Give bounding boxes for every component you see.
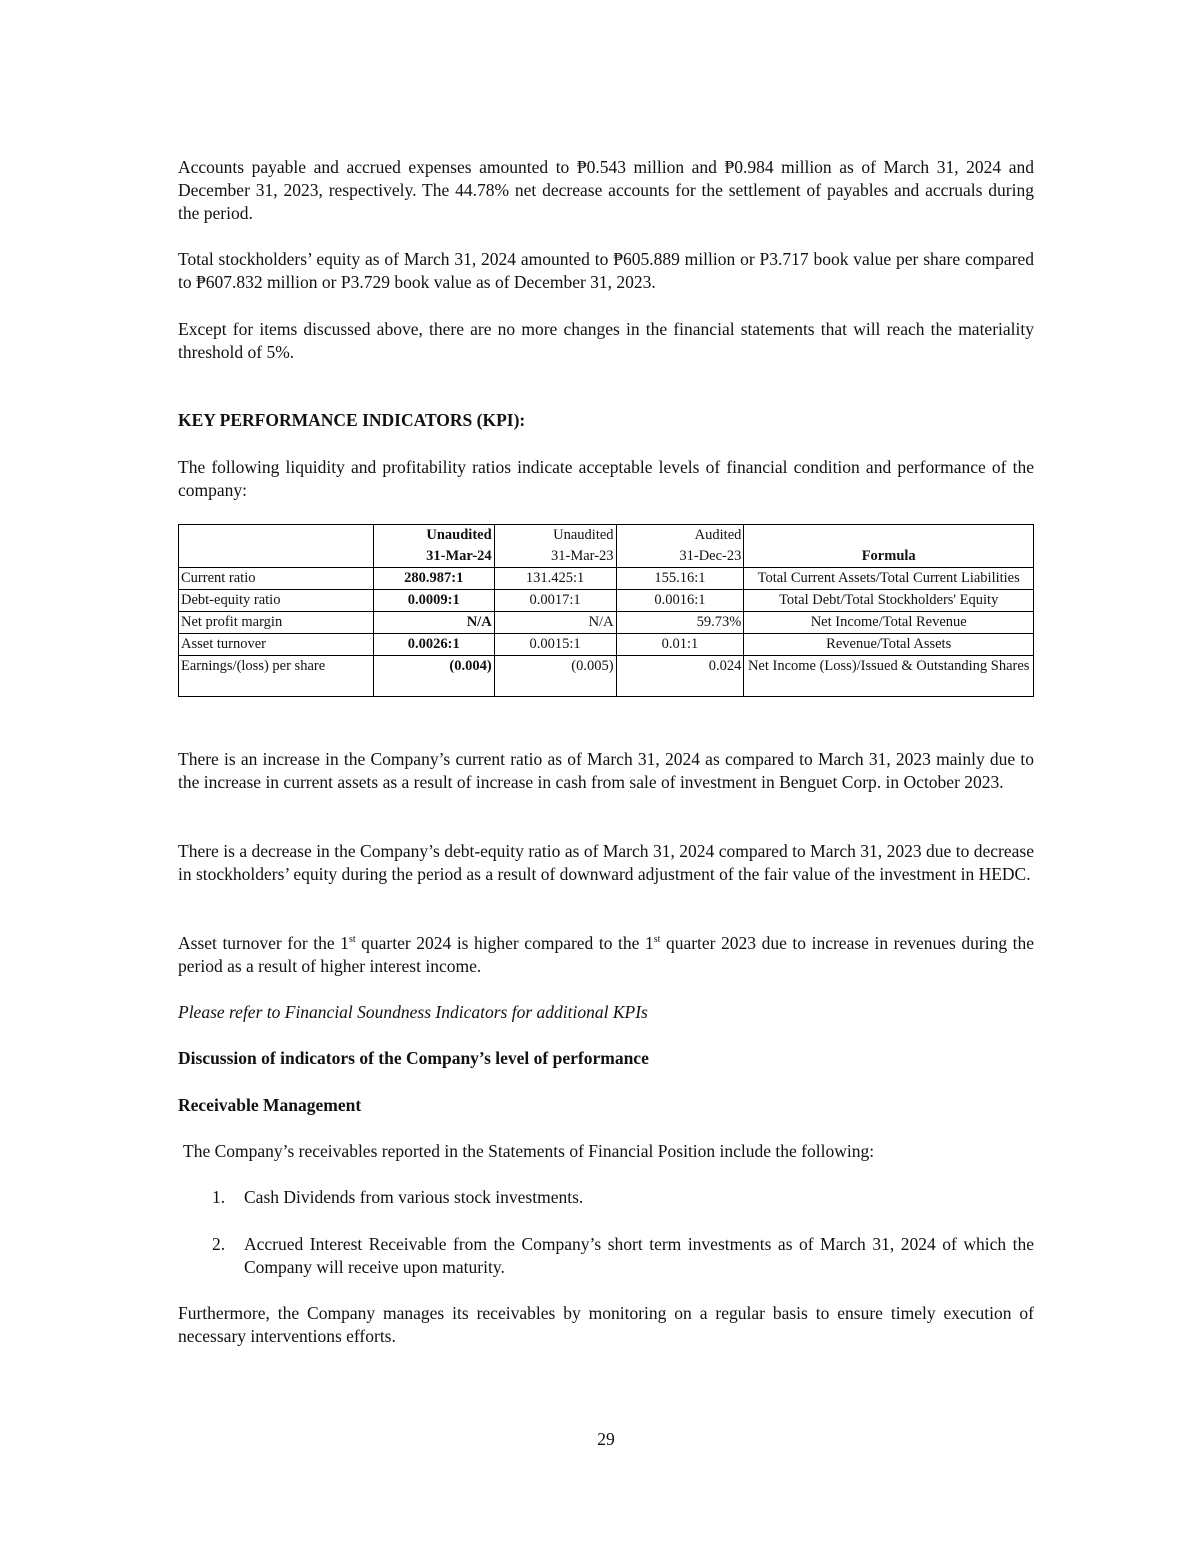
row-value-unaudited-2024: 0.0009:1 [373,590,494,612]
row-formula: Net Income/Total Revenue [744,612,1034,634]
paragraph-debt-equity: There is a decrease in the Company’s debt-equity ratio as of March 31, 2024 compared to March 31, 2023 due to decrease in stockholders’ equity during the period as a result of downward adjustment of the fair value of the investment in HEDC. [178,841,1034,884]
paragraph-materiality: Except for items discussed above, there are no more changes in the financial statements that will reach the materiality threshold of 5%. [178,319,1034,362]
kpi-header-col1: Unaudited 31-Mar-24 [373,525,494,568]
row-label: Net profit margin [179,612,374,634]
row-label: Current ratio [179,568,374,590]
kpi-heading: KEY PERFORMANCE INDICATORS (KPI): [178,410,526,430]
kpi-header-col2: Unaudited 31-Mar-23 [494,525,616,568]
paragraph-ratios-intro: The following liquidity and profitability ratios indicate acceptable levels of financial condition and performance of the company: [178,457,1034,500]
row-formula: Total Current Assets/Total Current Liabilities [744,568,1034,590]
paragraph-receivables-monitoring: Furthermore, the Company manages its receivables by monitoring on a regular basis to ensure timely execution of necessary interventions efforts. [178,1303,1034,1346]
row-formula: Net Income (Loss)/Issued & Outstanding Shares [744,656,1034,697]
page-number: 29 [597,1429,615,1449]
kpi-table-header-row [179,525,1034,568]
row-value-unaudited-2023: 0.0017:1 [494,590,616,612]
discussion-heading: Discussion of indicators of the Company’s level of performance [178,1048,649,1068]
paragraph-stockholders-equity: Total stockholders’ equity as of March 31, 2024 amounted to ₱605.889 million or P3.717 book value per share compared to ₱607.832 million or P3.729 book value as of December 31, 2023. [178,249,1034,292]
row-value-unaudited-2023: 0.0015:1 [494,634,616,656]
row-value-unaudited-2023: 131.425:1 [494,568,616,590]
row-value-audited-2023: 0.024 [616,656,744,697]
row-value-unaudited-2024: N/A [373,612,494,634]
kpi-header-blank [179,525,374,568]
kpi-header-formula: Formula [744,525,1034,568]
list-item: 2. Accrued Interest Receivable from the Company’s short term investments as of March 31, 2024 of which the Company will receive upon maturity. [212,1234,1034,1277]
row-value-audited-2023: 59.73% [616,612,744,634]
table-row [179,612,1034,634]
row-value-audited-2023: 0.01:1 [616,634,744,656]
row-formula: Revenue/Total Assets [744,634,1034,656]
receivable-heading: Receivable Management [178,1095,362,1115]
paragraph-receivables-intro: The Company’s receivables reported in the Statements of Financial Position include the following: [183,1141,875,1161]
paragraph-refer-fsi: Please refer to Financial Soundness Indicators for additional KPIs [178,1002,648,1022]
row-value-unaudited-2024: (0.004) [373,656,494,697]
row-value-audited-2023: 0.0016:1 [616,590,744,612]
table-row [179,590,1034,612]
row-label: Debt-equity ratio [179,590,374,612]
row-label: Earnings/(loss) per share [179,656,374,697]
table-row [179,634,1034,656]
row-label: Asset turnover [179,634,374,656]
row-value-audited-2023: 155.16:1 [616,568,744,590]
paragraph-current-ratio: There is an increase in the Company’s current ratio as of March 31, 2024 as compared to March 31, 2023 mainly due to the increase in current assets as a result of increase in cash from sale of investment in Benguet Corp. in October 2023. [178,749,1034,792]
table-row [179,568,1034,590]
kpi-header-col3: Audited 31-Dec-23 [616,525,744,568]
row-formula: Total Debt/Total Stockholders' Equity [744,590,1034,612]
row-value-unaudited-2024: 280.987:1 [373,568,494,590]
row-value-unaudited-2023: N/A [494,612,616,634]
paragraph-asset-turnover: Asset turnover for the 1st quarter 2024 is higher compared to the 1st quarter 2023 due to increase in revenues during the period as a result of higher interest income. [178,933,1035,976]
row-value-unaudited-2024: 0.0026:1 [373,634,494,656]
table-row [179,656,1034,697]
row-value-unaudited-2023: (0.005) [494,656,616,697]
list-item: 1. Cash Dividends from various stock investments. [212,1187,584,1207]
kpi-table [178,524,1034,697]
paragraph-accounts-payable: Accounts payable and accrued expenses amounted to ₱0.543 million and ₱0.984 million as of March 31, 2024 and December 31, 2023, respectively. The 44.78% net decrease accounts for the settlement of payables and accruals during the period. [178,157,1034,223]
